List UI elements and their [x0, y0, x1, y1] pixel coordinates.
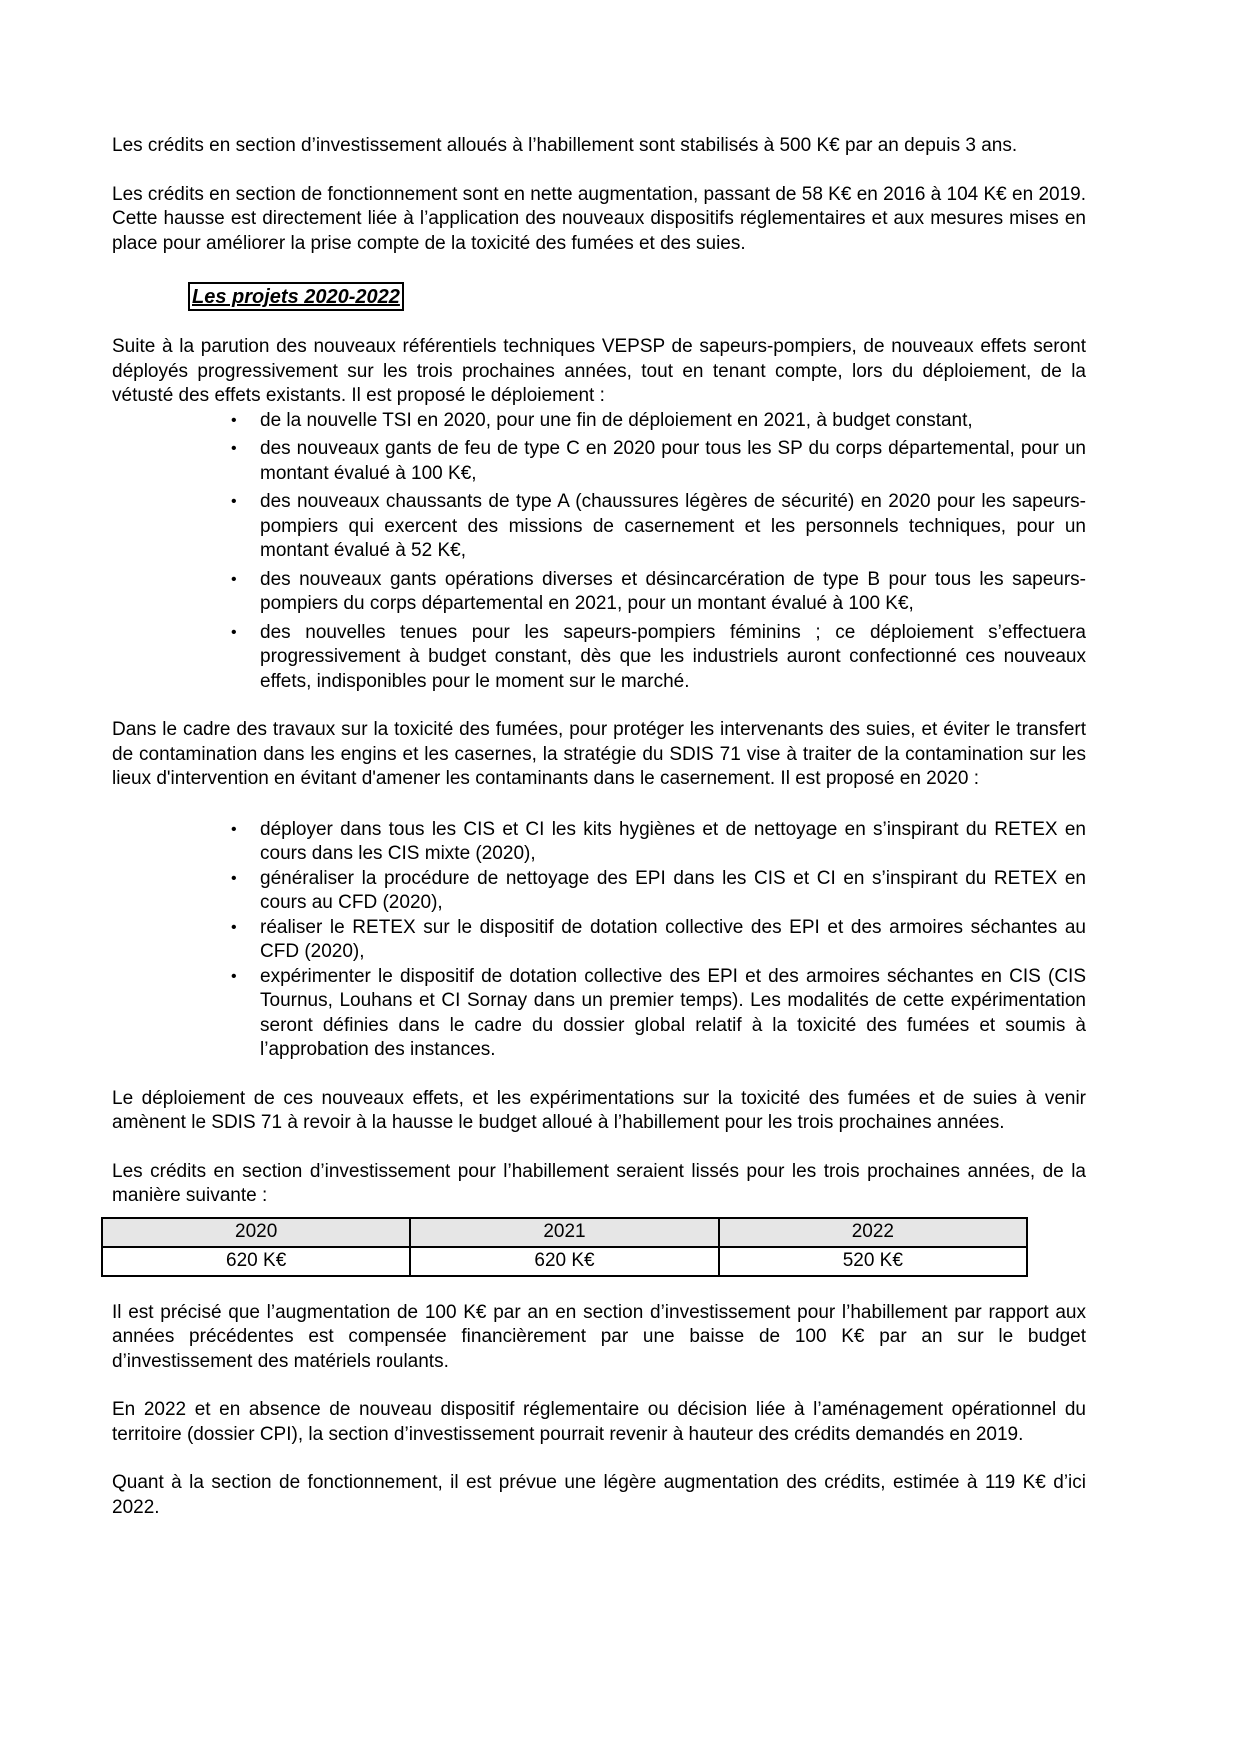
paragraph-2022-outlook: En 2022 et en absence de nouveau dispositif réglementaire ou décision liée à l’aménagement opérationnel du territoire (dossier CPI), la section d’investissement pourrait revenir à hauteur des crédits demandés en 2019. — [112, 1399, 1086, 1445]
bullet-icon: • — [231, 869, 237, 887]
table-header-cell: 2021 — [410, 1218, 718, 1247]
table-cell: 620 K€ — [410, 1247, 718, 1276]
paragraph-investment-stable: Les crédits en section d’investissement alloués à l’habillement sont stabilisés à 500 K€ par an depuis 3 ans. — [112, 135, 1018, 156]
table-header-row — [102, 1218, 1027, 1247]
paragraph-deployment-intro: Suite à la parution des nouveaux référentiels techniques VEPSP de sapeurs-pompiers, de nouveaux effets seront déployés progressivement sur les trois prochaines années, tout en tenant compte, lors du déploiement, de la vétusté des effets existants. Il est proposé le déploiement : — [112, 336, 1086, 406]
bullet-icon: • — [231, 967, 237, 985]
table-header-cell: 2022 — [719, 1218, 1027, 1247]
table-cell: 520 K€ — [719, 1247, 1027, 1276]
paragraph-budget-smoothing: Les crédits en section d’investissement pour l’habillement seraient lissés pour les trois prochaines années, de la manière suivante : — [112, 1160, 1086, 1206]
list-item: • des nouveaux gants de feu de type C en 2020 pour tous les SP du corps départemental, pour un montant évalué à 100 K€, — [231, 438, 1086, 484]
paragraph-toxicity-strategy: Dans le cadre des travaux sur la toxicité des fumées, pour protéger les intervenants des suies, et éviter le transfert de contamination dans les engins et les casernes, la stratégie du SDIS 71 vise à traiter de la contamination sur les lieux d'intervention en évitant d'amener les contaminants dans le casernement. Il est proposé en 2020 : — [112, 719, 1086, 789]
paragraph-compensation: Il est précisé que l’augmentation de 100 K€ par an en section d’investissement pour l’habillement par rapport aux années précédentes est compensée financièrement par une baisse de 100 K€ par an sur le budget d’investissement des matériels roulants. — [112, 1301, 1086, 1372]
list-item: • généraliser la procédure de nettoyage des EPI dans les CIS et CI en s’inspirant du RETEX en cours au CFD (2020), — [231, 867, 1086, 913]
list-item: • des nouveaux chaussants de type A (chaussures légères de sécurité) en 2020 pour les sapeurs-pompiers qui exercent des missions de casernement et les personnels techniques, pour un montant évalué à 52 K€, — [231, 491, 1086, 561]
bullet-icon: • — [231, 411, 237, 429]
paragraph-budget-increase: Le déploiement de ces nouveaux effets, et les expérimentations sur la toxicité des fumées et de suies à venir amènent le SDIS 71 à revoir à la hausse le budget alloué à l’habillement pour les trois prochaines années. — [112, 1087, 1086, 1133]
bullet-icon: • — [231, 918, 237, 936]
toxicity-actions-list — [231, 818, 1086, 1063]
list-item: • des nouvelles tenues pour les sapeurs-pompiers féminins ; ce déploiement s’effectuera progressivement à budget constant, dès que les industriels auront confectionné ces nouveaux effets, indisponibles pour le moment sur le marché. — [231, 621, 1086, 692]
paragraph-functioning-increase: Les crédits en section de fonctionnement sont en nette augmentation, passant de 58 K€ en 2016 à 104 K€ en 2019. Cette hausse est directement liée à l’application des nouveaux dispositifs réglementaires et aux mesures mises en place pour améliorer la prise compte de la toxicité des fumées et des suies. — [112, 183, 1086, 254]
bullet-icon: • — [231, 493, 237, 510]
table-row — [102, 1247, 1027, 1276]
budget-table — [101, 1217, 1028, 1277]
list-item: • réaliser le RETEX sur le dispositif de dotation collective des EPI et des armoires séchantes au CFD (2020), — [231, 916, 1086, 962]
table-cell: 620 K€ — [102, 1247, 410, 1276]
bullet-icon: • — [231, 820, 237, 838]
list-item: • des nouveaux gants opérations diverses et désincarcération de type B pour tous les sapeurs-pompiers du corps départemental en 2021, pour un montant évalué à 100 K€, — [231, 568, 1086, 614]
deployment-list — [231, 409, 1086, 695]
bullet-icon: • — [231, 570, 237, 588]
list-item: • expérimenter le dispositif de dotation collective des EPI et des armoires séchantes en CIS (CIS Tournus, Louhans et CI Sornay dans un premier temps). Les modalités de cette expérimentation seront définies dans le cadre du dossier global relatif à la toxicité des fumées et soumis à l’approbation des instances. — [231, 965, 1086, 1060]
bullet-icon: • — [231, 440, 237, 457]
paragraph-functioning-estimate: Quant à la section de fonctionnement, il est prévue une légère augmentation des crédits, estimée à 119 K€ d’ici 2022. — [112, 1472, 1086, 1518]
list-item: • déployer dans tous les CIS et CI les kits hygiènes et de nettoyage en s’inspirant du RETEX en cours dans les CIS mixte (2020), — [231, 818, 1086, 864]
section-heading: Les projets 2020-2022 — [188, 282, 404, 311]
list-item: • de la nouvelle TSI en 2020, pour une fin de déploiement en 2021, à budget constant, — [260, 409, 1086, 434]
section-heading-wrap — [188, 282, 1086, 311]
table-header-cell: 2020 — [102, 1218, 410, 1247]
bullet-icon: • — [231, 623, 237, 641]
